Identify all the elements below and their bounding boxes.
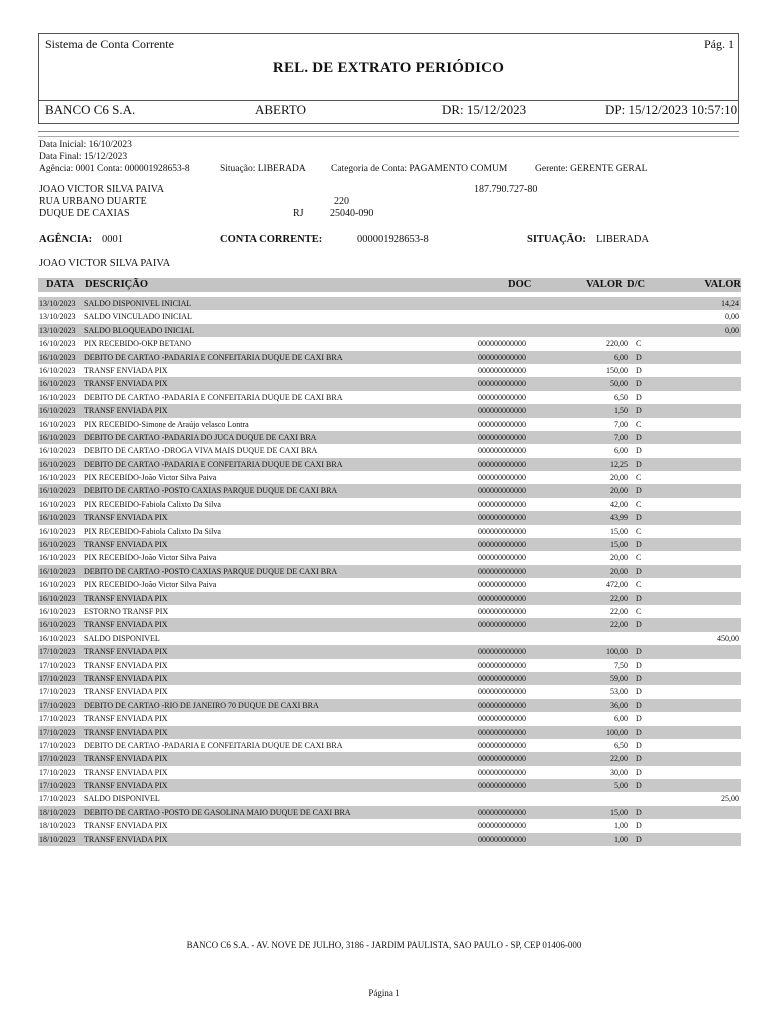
row-doc: 000000000000 [478, 553, 526, 563]
row-value: 1,00 [614, 821, 628, 831]
row-description: DEBITO DE CARTAO -PADARIA E CONFEITARIA DUQUE DE CAXI BRA [84, 459, 343, 469]
table-row [38, 297, 741, 310]
row-dc: D [636, 379, 642, 389]
row-description: SALDO BLOQUEADO INICIAL [84, 325, 195, 335]
row-description: PIX RECEBIDO-Fabiola Calixto Da Silva [84, 526, 221, 536]
row-description: TRANSF ENVIADA PIX [84, 754, 168, 764]
row-value: 7,50 [614, 660, 628, 670]
row-doc: 000000000000 [478, 781, 526, 791]
table-row [38, 431, 741, 444]
row-balance: 0,00 [725, 312, 739, 322]
row-description: DEBITO DE CARTAO -PADARIA E CONFEITARIA DUQUE DE CAXI BRA [84, 740, 343, 750]
row-dc: C [636, 473, 642, 483]
row-value: 59,00 [610, 673, 628, 683]
row-description: SALDO DISPONIVEL [84, 794, 160, 804]
row-doc: 000000000000 [478, 834, 526, 844]
row-date: 17/10/2023 [39, 767, 76, 777]
row-doc: 000000000000 [478, 473, 526, 483]
row-date: 16/10/2023 [39, 513, 76, 523]
table-row [38, 391, 741, 404]
row-value: 1,50 [614, 406, 628, 416]
table-row [38, 404, 741, 417]
row-dc: C [636, 499, 642, 509]
row-dc: C [636, 553, 642, 563]
bank-address-footer: BANCO C6 S.A. - AV. NOVE DE JULHO, 3186 - JARDIM PAULISTA, SAO PAULO - SP, CEP 01406-000 [186, 940, 582, 950]
table-row [38, 605, 741, 618]
row-date: 17/10/2023 [39, 714, 76, 724]
row-date: 16/10/2023 [39, 392, 76, 402]
row-doc: 000000000000 [478, 486, 526, 496]
row-value: 12,25 [610, 459, 628, 469]
row-doc: 000000000000 [478, 606, 526, 616]
row-value: 15,00 [610, 540, 628, 550]
table-row [38, 632, 741, 645]
row-date: 17/10/2023 [39, 781, 76, 791]
row-description: TRANSF ENVIADA PIX [84, 379, 168, 389]
row-date: 16/10/2023 [39, 379, 76, 389]
row-description: TRANSF ENVIADA PIX [84, 673, 168, 683]
row-dc: D [636, 352, 642, 362]
table-row [38, 484, 741, 497]
page-number: Página 1 [368, 988, 400, 998]
row-dc: D [636, 432, 642, 442]
row-date: 16/10/2023 [39, 352, 76, 362]
row-description: DEBITO DE CARTAO -POSTO DE GASOLINA MAIO DUQUE DE CAXI BRA [84, 807, 351, 817]
row-date: 16/10/2023 [39, 606, 76, 616]
row-doc: 000000000000 [478, 446, 526, 456]
statement-table-header [38, 278, 741, 292]
row-value: 472,00 [606, 580, 628, 590]
final-date: Data Final: 15/12/2023 [39, 152, 128, 162]
row-dc: D [636, 486, 642, 496]
row-description: DEBITO DE CARTAO -DROGA VIVA MAIS DUQUE DE CAXI BRA [84, 446, 318, 456]
row-dc: D [636, 754, 642, 764]
table-row [38, 551, 741, 564]
row-description: TRANSF ENVIADA PIX [84, 406, 168, 416]
row-doc: 000000000000 [478, 660, 526, 670]
row-date: 17/10/2023 [39, 727, 76, 737]
table-row [38, 337, 741, 350]
row-doc: 000000000000 [478, 432, 526, 442]
table-row [38, 792, 741, 805]
col-description: DESCRIÇÃO [85, 279, 149, 290]
row-value: 6,00 [614, 714, 628, 724]
account-situation: Situação: LIBERADA [220, 164, 306, 174]
row-date: 18/10/2023 [39, 807, 76, 817]
table-row [38, 672, 741, 685]
row-value: 150,00 [606, 365, 628, 375]
table-row [38, 592, 741, 605]
row-description: PIX RECEBIDO-OKP BETANO [84, 339, 192, 349]
row-date: 16/10/2023 [39, 526, 76, 536]
row-date: 16/10/2023 [39, 339, 76, 349]
table-row [38, 310, 741, 323]
row-description: TRANSF ENVIADA PIX [84, 714, 168, 724]
table-row [38, 444, 741, 457]
row-dc: C [636, 526, 642, 536]
table-row [38, 659, 741, 672]
report-title: REL. DE EXTRATO PERIÓDICO [272, 60, 505, 76]
row-value: 22,00 [610, 606, 628, 616]
row-doc: 000000000000 [478, 754, 526, 764]
row-date: 16/10/2023 [39, 633, 76, 643]
row-value: 6,50 [614, 392, 628, 402]
row-date: 17/10/2023 [39, 687, 76, 697]
row-dc: C [636, 339, 642, 349]
row-description: SALDO DISPONIVEL [84, 633, 160, 643]
row-date: 16/10/2023 [39, 406, 76, 416]
row-dc: D [636, 660, 642, 670]
table-row [38, 364, 741, 377]
table-row [38, 538, 741, 551]
table-row [38, 471, 741, 484]
row-description: PIX RECEBIDO-Fabiola Calixto Da Silva [84, 499, 221, 509]
row-value: 43,99 [610, 513, 628, 523]
row-date: 16/10/2023 [39, 593, 76, 603]
col-dc: D/C [627, 279, 646, 290]
row-description: TRANSF ENVIADA PIX [84, 620, 168, 630]
row-dc: C [636, 580, 642, 590]
row-doc: 000000000000 [478, 580, 526, 590]
row-description: DEBITO DE CARTAO -PADARIA DO JUCA DUQUE DE CAXI BRA [84, 432, 317, 442]
row-value: 220,00 [606, 339, 628, 349]
row-value: 5,00 [614, 781, 628, 791]
table-row [38, 779, 741, 792]
row-date: 16/10/2023 [39, 473, 76, 483]
dp-datetime: DP: 15/12/2023 10:57:10 [605, 102, 738, 117]
row-doc: 000000000000 [478, 673, 526, 683]
row-value: 22,00 [610, 620, 628, 630]
current-account-value: 000001928653-8 [357, 234, 429, 245]
row-date: 16/10/2023 [39, 365, 76, 375]
row-value: 50,00 [610, 379, 628, 389]
table-row [38, 726, 741, 739]
row-value: 100,00 [606, 647, 628, 657]
row-description: TRANSF ENVIADA PIX [84, 660, 168, 670]
client-cep: 25040-090 [330, 208, 374, 219]
agency-value: 0001 [102, 234, 123, 245]
table-row [38, 458, 741, 471]
row-description: TRANSF ENVIADA PIX [84, 767, 168, 777]
table-row [38, 699, 741, 712]
row-doc: 000000000000 [478, 767, 526, 777]
row-dc: D [636, 673, 642, 683]
row-date: 17/10/2023 [39, 673, 76, 683]
row-value: 42,00 [610, 499, 628, 509]
col-doc: DOC [508, 279, 532, 290]
row-dc: D [636, 593, 642, 603]
table-row [38, 511, 741, 524]
row-doc: 000000000000 [478, 365, 526, 375]
row-value: 20,00 [610, 553, 628, 563]
row-doc: 000000000000 [478, 352, 526, 362]
row-description: DEBITO DE CARTAO -RIO DE JANEIRO 70 DUQUE DE CAXI BRA [84, 700, 319, 710]
row-value: 6,50 [614, 740, 628, 750]
row-date: 16/10/2023 [39, 446, 76, 456]
row-doc: 000000000000 [478, 459, 526, 469]
row-doc: 000000000000 [478, 339, 526, 349]
row-date: 16/10/2023 [39, 553, 76, 563]
row-description: PIX RECEBIDO-João Victor Silva Paiva [84, 473, 217, 483]
situation-label: SITUAÇÃO: [527, 234, 586, 245]
row-balance: 0,00 [725, 325, 739, 335]
row-date: 16/10/2023 [39, 540, 76, 550]
row-date: 16/10/2023 [39, 432, 76, 442]
row-doc: 000000000000 [478, 513, 526, 523]
header-divider [39, 100, 738, 101]
row-balance: 450,00 [717, 633, 739, 643]
table-row [38, 685, 741, 698]
row-date: 16/10/2023 [39, 499, 76, 509]
table-row [38, 578, 741, 591]
table-row [38, 752, 741, 765]
system-name: Sistema de Conta Corrente [45, 37, 174, 51]
row-dc: D [636, 540, 642, 550]
row-dc: D [636, 566, 642, 576]
row-description: PIX RECEBIDO-João Victor Silva Paiva [84, 580, 217, 590]
table-row [38, 806, 741, 819]
account-manager: Gerente: GERENTE GERAL [535, 164, 648, 174]
row-value: 100,00 [606, 727, 628, 737]
row-date: 13/10/2023 [39, 325, 76, 335]
row-dc: D [636, 647, 642, 657]
row-date: 16/10/2023 [39, 580, 76, 590]
row-doc: 000000000000 [478, 727, 526, 737]
row-dc: D [636, 807, 642, 817]
row-balance: 25,00 [721, 794, 739, 804]
current-account-label: CONTA CORRENTE: [220, 234, 323, 245]
separator-line [38, 136, 739, 137]
row-value: 36,00 [610, 700, 628, 710]
row-doc: 000000000000 [478, 526, 526, 536]
col-date: DATA [46, 279, 75, 290]
row-description: SALDO DISPONIVEL INICIAL [84, 299, 192, 308]
row-doc: 000000000000 [478, 406, 526, 416]
row-balance: 14,24 [721, 299, 739, 308]
table-row [38, 525, 741, 538]
row-description: SALDO VINCULADO INICIAL [84, 312, 192, 322]
row-dc: D [636, 740, 642, 750]
row-date: 18/10/2023 [39, 821, 76, 831]
row-dc: D [636, 513, 642, 523]
row-value: 20,00 [610, 473, 628, 483]
row-doc: 000000000000 [478, 740, 526, 750]
account-holder: JOAO VICTOR SILVA PAIVA [39, 258, 171, 269]
row-dc: D [636, 714, 642, 724]
row-description: PIX RECEBIDO-Simone de Araújo velasco Lontra [84, 419, 249, 429]
row-date: 17/10/2023 [39, 794, 76, 804]
row-doc: 000000000000 [478, 379, 526, 389]
situation-value: LIBERADA [596, 234, 650, 245]
row-dc: D [636, 781, 642, 791]
row-value: 6,00 [614, 352, 628, 362]
col-value: VALOR [586, 279, 623, 290]
row-date: 18/10/2023 [39, 834, 76, 844]
row-description: TRANSF ENVIADA PIX [84, 513, 168, 523]
row-description: TRANSF ENVIADA PIX [84, 647, 168, 657]
row-date: 16/10/2023 [39, 620, 76, 630]
row-description: DEBITO DE CARTAO -POSTO CAXIAS PARQUE DUQUE DE CAXI BRA [84, 566, 338, 576]
row-doc: 000000000000 [478, 714, 526, 724]
row-doc: 000000000000 [478, 392, 526, 402]
row-value: 53,00 [610, 687, 628, 697]
row-doc: 000000000000 [478, 593, 526, 603]
row-value: 6,00 [614, 446, 628, 456]
table-row [38, 712, 741, 725]
initial-date: Data Inicial: 16/10/2023 [39, 140, 132, 150]
client-street: RUA URBANO DUARTE [39, 196, 147, 207]
table-row [38, 377, 741, 390]
row-dc: D [636, 365, 642, 375]
row-description: TRANSF ENVIADA PIX [84, 540, 168, 550]
row-doc: 000000000000 [478, 620, 526, 630]
table-row [38, 565, 741, 578]
table-row [38, 833, 741, 846]
table-row [38, 324, 741, 337]
separator-line [38, 131, 739, 132]
row-doc: 000000000000 [478, 499, 526, 509]
row-doc: 000000000000 [478, 700, 526, 710]
table-row [38, 739, 741, 752]
row-dc: D [636, 727, 642, 737]
report-status: ABERTO [255, 102, 306, 117]
row-doc: 000000000000 [478, 419, 526, 429]
row-doc: 000000000000 [478, 540, 526, 550]
row-doc: 000000000000 [478, 566, 526, 576]
row-doc: 000000000000 [478, 807, 526, 817]
client-name: JOAO VICTOR SILVA PAIVA [39, 184, 164, 195]
row-value: 7,00 [614, 419, 628, 429]
row-date: 17/10/2023 [39, 740, 76, 750]
row-date: 17/10/2023 [39, 754, 76, 764]
row-date: 17/10/2023 [39, 647, 76, 657]
row-value: 15,00 [610, 526, 628, 536]
row-value: 15,00 [610, 807, 628, 817]
row-date: 17/10/2023 [39, 700, 76, 710]
row-description: TRANSF ENVIADA PIX [84, 727, 168, 737]
row-description: ESTORNO TRANSF PIX [84, 606, 169, 616]
row-dc: D [636, 406, 642, 416]
row-dc: D [636, 459, 642, 469]
row-description: TRANSF ENVIADA PIX [84, 821, 168, 831]
row-description: TRANSF ENVIADA PIX [84, 834, 168, 844]
client-city: DUQUE DE CAXIAS [39, 208, 130, 219]
table-row [38, 498, 741, 511]
table-row [38, 618, 741, 631]
col-balance: VALOR [704, 279, 741, 290]
client-cpf: 187.790.727-80 [474, 184, 538, 195]
row-dc: D [636, 834, 642, 844]
page-indicator: Pág. 1 [704, 37, 734, 51]
row-dc: C [636, 606, 642, 616]
row-dc: D [636, 446, 642, 456]
row-description: DEBITO DE CARTAO -PADARIA E CONFEITARIA DUQUE DE CAXI BRA [84, 352, 343, 362]
table-row [38, 819, 741, 832]
row-date: 16/10/2023 [39, 566, 76, 576]
row-value: 20,00 [610, 566, 628, 576]
row-dc: D [636, 392, 642, 402]
row-description: DEBITO DE CARTAO -PADARIA E CONFEITARIA DUQUE DE CAXI BRA [84, 392, 343, 402]
row-date: 13/10/2023 [39, 299, 76, 308]
row-dc: D [636, 700, 642, 710]
row-dc: D [636, 821, 642, 831]
row-value: 1,00 [614, 834, 628, 844]
row-dc: D [636, 767, 642, 777]
table-row [38, 418, 741, 431]
agency-account: Agência: 0001 Conta: 000001928653-8 [39, 164, 190, 174]
row-description: TRANSF ENVIADA PIX [84, 593, 168, 603]
row-date: 13/10/2023 [39, 312, 76, 322]
row-date: 16/10/2023 [39, 459, 76, 469]
row-doc: 000000000000 [478, 647, 526, 657]
row-value: 7,00 [614, 432, 628, 442]
row-dc: D [636, 620, 642, 630]
client-number: 220 [334, 196, 349, 207]
row-description: PIX RECEBIDO-João Victor Silva Paiva [84, 553, 217, 563]
account-category: Categoria de Conta: PAGAMENTO COMUM [331, 164, 508, 174]
row-description: TRANSF ENVIADA PIX [84, 781, 168, 791]
report-header [38, 33, 739, 124]
dr-date: DR: 15/12/2023 [442, 102, 527, 117]
row-date: 16/10/2023 [39, 419, 76, 429]
row-description: TRANSF ENVIADA PIX [84, 687, 168, 697]
row-value: 22,00 [610, 754, 628, 764]
row-description: DEBITO DE CARTAO -POSTO CAXIAS PARQUE DUQUE DE CAXI BRA [84, 486, 338, 496]
bank-name: BANCO C6 S.A. [45, 102, 136, 117]
row-value: 30,00 [610, 767, 628, 777]
table-row [38, 645, 741, 658]
row-doc: 000000000000 [478, 687, 526, 697]
statement-table [38, 297, 741, 846]
table-row [38, 351, 741, 364]
agency-label: AGÊNCIA: [39, 234, 93, 245]
row-value: 20,00 [610, 486, 628, 496]
row-description: TRANSF ENVIADA PIX [84, 365, 168, 375]
row-dc: D [636, 687, 642, 697]
client-state: RJ [293, 208, 304, 219]
row-dc: C [636, 419, 642, 429]
table-row [38, 766, 741, 779]
row-value: 22,00 [610, 593, 628, 603]
row-doc: 000000000000 [478, 821, 526, 831]
row-date: 16/10/2023 [39, 486, 76, 496]
row-date: 17/10/2023 [39, 660, 76, 670]
